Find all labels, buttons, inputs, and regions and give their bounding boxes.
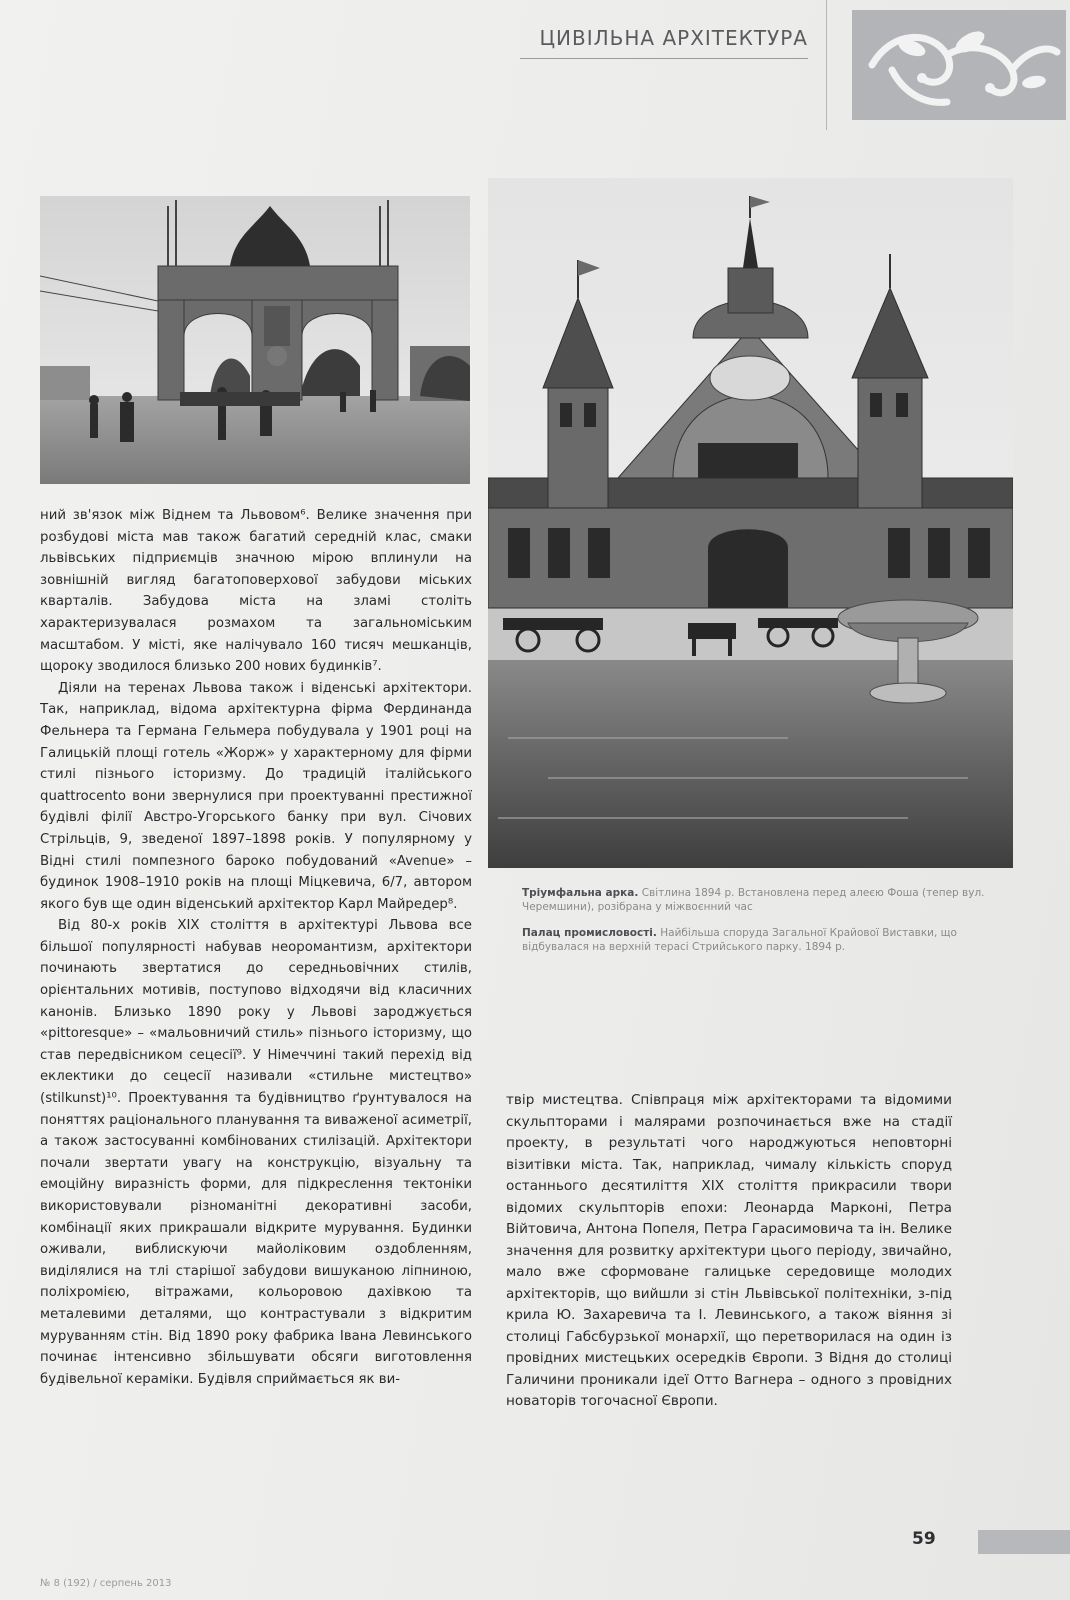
caption-palace [522,926,1002,954]
paragraph: Від 80-х років XIX століття в архітектурі Львова все більшої популярності набував неоромантизм, архітектори починають звертатися до середньовічних стилів, орієнтальних мотивів, поступово відходячи від класичних канонів. Близько 1890 року у Львові зароджується «pittoresque» – «мальовничий стиль» пізнього історизму, що став передвісником сецесії⁹. У Німеччині такий перехід від еклектики до сецесії називали «стильне мистецтво» (stilkunst)¹⁰. Проектування та будівництво ґрунтувалося на поняттях раціонального планування та виваженої асиметрії, а також застосуванні комбінованих стилізацій. Архітектори почали звертати увагу на конструкцію, візуальну та емоційну виразність форми, для підкреслення тектоніки використовували різноманітні декоративні засоби, комбінації яких прикрашали відкрите мурування. Будинки оживали, виблискуючи майоліковим оздобленням, виділялися на тлі старішої забудови вишуканою ліпниною, поліхромією, вітражами, кольоровою дахівкою та металевими деталями, що контрастували з відкритим муруванням стін. Від 1890 року фабрика Івана Левинського починає інтенсивно збільшувати обсяги виготовлення будівельної кераміки. Будівля сприймається як ви- [40,918,472,1387]
caption-palace-text: Найбільша споруда Загальної Крайової Виставки, що відбувалася на верхній терасі Стрийського парку. 1894 р. [522,927,957,953]
page-number-bar [978,1530,1070,1554]
title-divider [826,0,827,130]
paragraph: Діяли на теренах Львова також і віденські архітектори. Так, наприклад, відома архітектурна фірма Фердинанда Фельнера та Германа Гельмера побудувала у 1901 році на Галицькій площі готель «Жорж» у характерному для фірми стилі пізнього історизму. До традицій італійського quattrocento вони звернулися при проектуванні престижної будівлі філії Австро-Угорського банку при вул. Січових Стрільців, 9, зведеної 1897–1898 років. У популярному у Відні стилі помпезного бароко побудований «Avenue» – будинок 1908–1910 років на площі Міцкевича, 6/7, автором якого був ще один віденський архітектор Карл Майредер⁸. [40,680,472,912]
caption-arch-title: Тріумфальна арка. [522,887,639,899]
floral-scroll-icon [852,10,1066,120]
caption-arch-text: Світлина 1894 р. Встановлена перед алеєю Фоша (тепер вул. Черемшини), розібрана у міжвоєнний час [522,887,985,913]
photo-captions [522,886,1002,966]
title-rule [520,58,808,59]
right-text-column [506,1090,952,1413]
paragraph: твір мистецтва. Співпраця між архітекторами та відомими скульпторами і малярами розпочинається вже на стадії проекту, в результаті чого народжуються неповторні візитівки міста. Так, наприклад, чималу кількість споруд останнього десятиліття XIX століття прикрасили твори відомих скульпторів епохи: Леонарда Марконі, Петра Війтовича, Антона Попеля, Петра Гарасимовича та ін. Велике значення для розвитку архітектури цього періоду, звичайно, мало вже сформоване галицьке середовище молодих архітекторів, що вийшли зі стін Львівської політехніки, з-під крила Ю. Захаревича та І. Левинського, а також віяння зі столиці Габсбурзької монархії, що перетворилася на один із провідних мистецьких осередків Європи. З Відня до столиці Галичини проникали ідеї Отто Вагнера – одного з провідних новаторів тогочасної Європи. [506,1092,952,1409]
issue-footer: № 8 (192) / серпень 2013 [40,1578,172,1589]
section-title: ЦИВІЛЬНА АРХІТЕКТУРА [539,26,808,50]
left-text-column [40,505,472,1390]
caption-arch [522,886,1002,914]
palace-of-industry-photo [488,178,1013,868]
page-number: 59 [912,1529,936,1549]
triumphal-arch-photo [40,196,470,484]
caption-palace-title: Палац промисловості. [522,927,657,939]
paragraph: ний зв'язок між Віднем та Львовом⁶. Велике значення при розбудові міста мав також багатий середній клас, смаки львівських підприємців значною мірою вплинули на зовнішній вигляд багатоповерхової забудови міських кварталів. Забудова міста на зламі століть характеризувалася розмахом та загальноміським масштабом. У місті, яке налічувало 160 тисяч мешканців, щороку зводилося близько 200 нових будинків⁷. [40,508,472,675]
